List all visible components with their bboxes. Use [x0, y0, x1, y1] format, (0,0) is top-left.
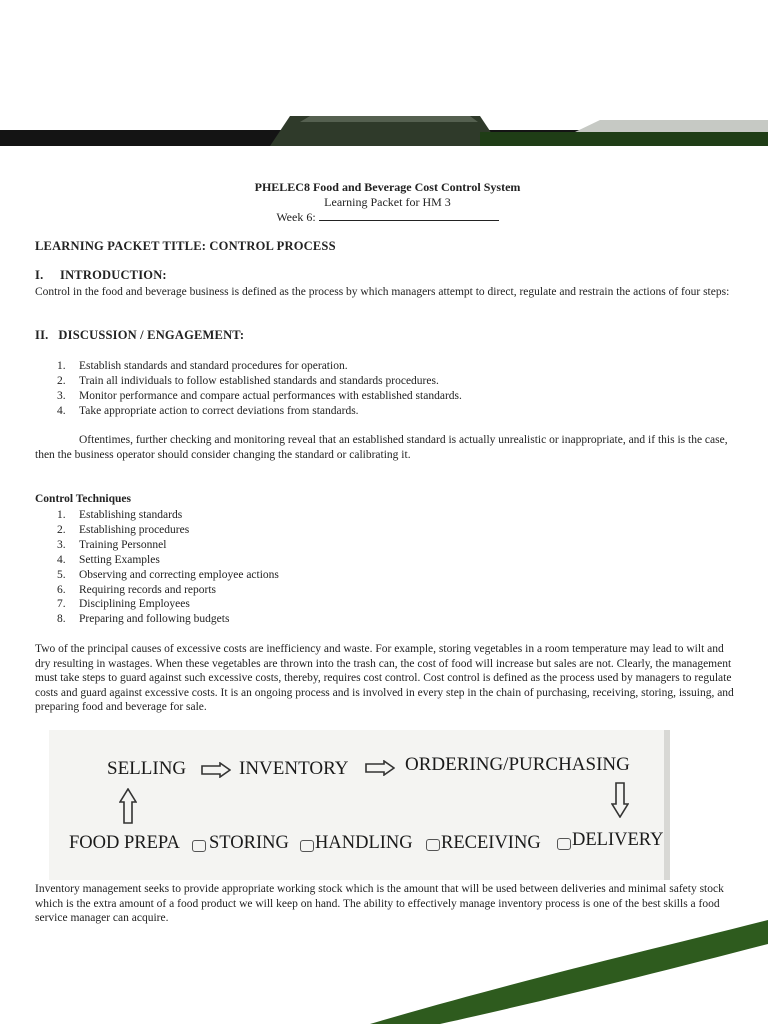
left-arrow-icon [192, 840, 206, 852]
list-item: 3. Training Personnel [57, 538, 167, 551]
right-arrow-icon [201, 762, 231, 778]
list-item: 1. Establishing standards [57, 509, 183, 521]
week-line [35, 210, 768, 224]
left-arrow-icon [557, 838, 571, 850]
document-title: PHELEC8 Food and Beverage Cost Control System [254, 180, 521, 194]
list-item: 2. Establishing procedures [57, 523, 190, 536]
discussion-paragraph: Oftentimes, further checking and monitoring reveal that an established standard is actually unrealistic or inappropriate, and if this is the case, then the business operator should consider changing the standard or calibrating it. [35, 434, 728, 461]
footer-swoosh [0, 910, 768, 1024]
introduction-heading: I. INTRODUCTION: [35, 268, 167, 282]
diagram-selling: SELLING [107, 758, 187, 779]
scan-edge [664, 730, 670, 880]
document-subtitle: Learning Packet for HM 3 [324, 195, 451, 209]
steps-list [35, 359, 740, 419]
week-blank-line [319, 210, 499, 221]
diagram-delivery: DELIVERY [572, 830, 664, 850]
control-techniques-list [35, 508, 740, 627]
list-item: 4. Setting Examples [57, 553, 160, 566]
control-flow-diagram [49, 730, 670, 880]
control-techniques-heading: Control Techniques [35, 493, 131, 505]
left-arrow-icon [426, 839, 440, 851]
week-label: Week 6: [276, 210, 316, 224]
packet-title: LEARNING PACKET TITLE: CONTROL PROCESS [35, 239, 336, 253]
list-item: 8. Preparing and following budgets [57, 613, 230, 626]
diagram-food-prepa: FOOD PREPA [69, 833, 180, 853]
right-arrow-icon [365, 760, 395, 776]
introduction-text: Control in the food and beverage business is defined as the process by which managers attempt to direct, regulate and restrain the actions of four steps: [35, 286, 730, 298]
costs-paragraph: Two of the principal causes of excessive costs are inefficiency and waste. For example, storing vegetables in a room temperature may lead to wilt and dry resulting in wastages. When these vegetables are thrown into the trash can, the cost of food will increase but sales are not. Clearly, the management must take steps to guard against such excessive costs, thereby, requires cost control. Cost control is defined as the process used by managers to regulate costs and guard against excessive costs. It is an ongoing process and is involved in every step in the chain of purchasing, receiving, storing, issuing, and preparing food and beverage for sale. [35, 643, 734, 714]
discussion-heading: II. DISCUSSION / ENGAGEMENT: [35, 328, 245, 342]
diagram-handling: HANDLING [315, 833, 413, 853]
list-item: 4. Take appropriate action to correct deviations from standards. [57, 404, 359, 417]
header-banner [0, 0, 768, 160]
left-arrow-icon [300, 840, 314, 852]
inventory-paragraph: Inventory management seeks to provide appropriate working stock which is the amount that will be used between deliveries and minimal safety stock which is the extra amount of a food product we will keep on hand. The ability to effectively manage inventory process is one of the best skills a food service manager can acquire. [35, 883, 724, 925]
diagram-receiving: RECEIVING [441, 833, 541, 853]
list-item: 3. Monitor performance and compare actual performances with established standards. [57, 389, 462, 402]
list-item: 6. Requiring records and reports [57, 583, 217, 596]
diagram-ordering: ORDERING/PURCHASING [405, 754, 630, 775]
down-arrow-icon [611, 782, 629, 818]
diagram-storing: STORING [209, 833, 289, 853]
up-arrow-icon [119, 788, 137, 824]
list-item: 7. Disciplining Employees [57, 598, 190, 611]
list-item: 1. Establish standards and standard procedures for operation. [57, 360, 348, 372]
list-item: 5. Observing and correcting employee actions [57, 568, 279, 581]
diagram-inventory: INVENTORY [239, 758, 349, 779]
list-item: 2. Train all individuals to follow established standards and standards procedures. [57, 374, 439, 387]
